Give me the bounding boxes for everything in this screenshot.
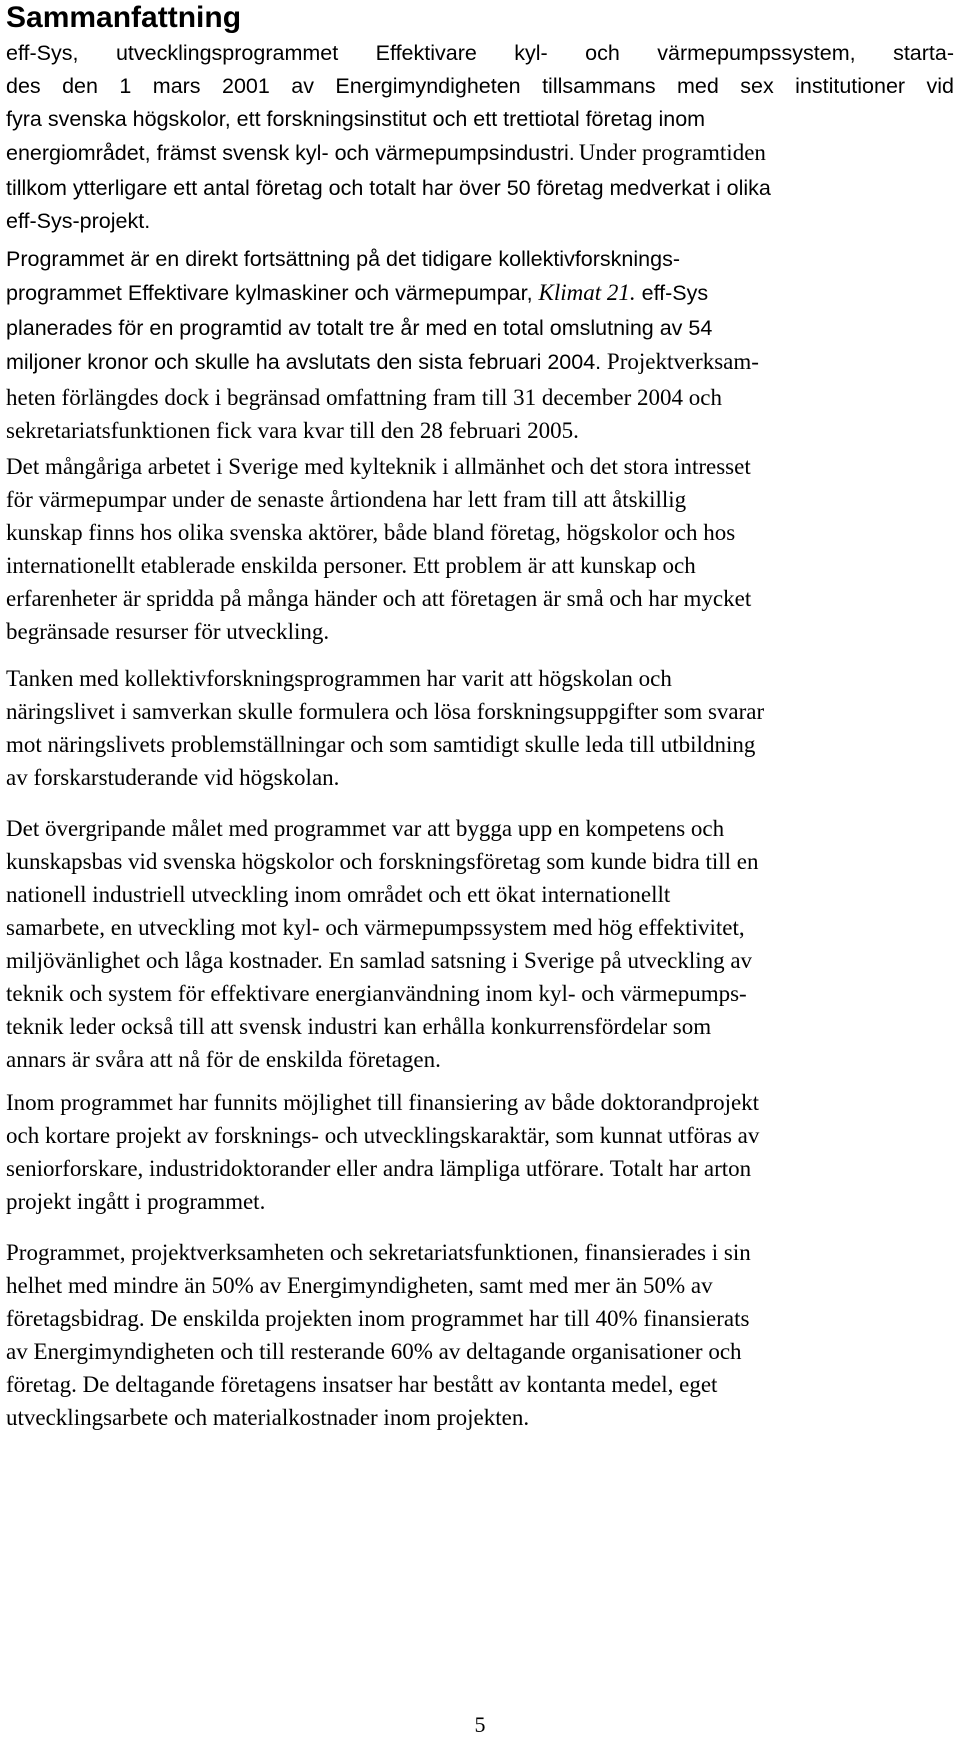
paragraph-line: seniorforskare, industridoktorander eller andra lämpliga utförare. Totalt har arton: [6, 1156, 752, 1181]
paragraph-line: helhet med mindre än 50% av Energimyndigheten, samt med mer än 50% av: [6, 1273, 713, 1298]
paragraph-line: kunskap finns hos olika svenska aktörer, både bland företag, högskolor och hos: [6, 520, 736, 545]
paragraph-line: Inom programmet har funnits möjlighet till finansiering av både doktorandprojekt: [6, 1090, 760, 1115]
paragraph-line: företagsbidrag. De enskilda projekten inom programmet har till 40% finansierats: [6, 1306, 750, 1331]
paragraph-line: företag. De deltagande företagens insatser har bestått av kontanta medel, eget: [6, 1372, 718, 1397]
paragraph-line: utvecklingsarbete och materialkostnader inom projekten.: [6, 1405, 530, 1430]
paragraph-line: Programmet, projektverksamheten och sekretariatsfunktionen, finansierades i sin: [6, 1240, 751, 1265]
paragraph-line: tillkom ytterligare ett antal företag och totalt har över 50 företag medverkat i olika: [6, 176, 771, 200]
paragraph-line: samarbete, en utveckling mot kyl- och värmepumpssystem med hög effektivitet,: [6, 915, 745, 940]
paragraph-line: Det övergripande målet med programmet var att bygga upp en kompetens och: [6, 816, 725, 841]
paragraph-line: miljövänlighet och låga kostnader. En samlad satsning i Sverige på utveckling av: [6, 948, 753, 973]
paragraph-line: heten förlängdes dock i begränsad omfattning fram till 31 december 2004 och: [6, 385, 722, 410]
paragraph-line: eff-Sys, utvecklingsprogrammet Effektivare kyl- och värmepumpssystem, starta-: [6, 41, 954, 65]
paragraph-3: [6, 450, 954, 648]
paragraph-line: planerades för en programtid av totalt tre år med en total omslutning av 54: [6, 316, 713, 340]
paragraph-line: teknik och system för effektivare energianvändning inom kyl- och värmepumps-: [6, 981, 747, 1006]
paragraph-line: projekt ingått i programmet.: [6, 1189, 266, 1214]
page-title: Sammanfattning: [6, 1, 242, 34]
paragraph-line: Det mångåriga arbetet i Sverige med kylteknik i allmänhet och det stora intresset: [6, 454, 751, 479]
paragraph-line: eff-Sys-projekt.: [6, 209, 151, 233]
paragraph-line: näringslivet i samverkan skulle formulera och lösa forskningsuppgifter som svarar: [6, 699, 765, 724]
page-number: 5: [474, 1712, 486, 1737]
paragraph-line-tail: Projektverksam-: [601, 349, 759, 374]
paragraph-line: Tanken med kollektivforskningsprogrammen har varit att högskolan och: [6, 666, 672, 691]
paragraph-line: teknik leder också till att svensk industri kan erhålla konkurrensfördelar som: [6, 1014, 712, 1039]
paragraph-2: [6, 243, 954, 447]
paragraph-line: annars är svåra att nå för de enskilda företagen.: [6, 1047, 441, 1072]
paragraph-5: [6, 812, 954, 1076]
paragraph-6: [6, 1086, 954, 1218]
paragraph-line: och kortare projekt av forsknings- och utvecklingskaraktär, som kunnat utföras av: [6, 1123, 760, 1148]
paragraph-line-tail: eff-Sys: [635, 281, 709, 305]
paragraph-line: kunskapsbas vid svenska högskolor och forskningsföretag som kunde bidra till en: [6, 849, 759, 874]
document-page: [6, 0, 954, 1430]
paragraph-line: energiområdet, främst svensk kyl- och värmepumpsindustri.: [6, 141, 575, 165]
paragraph-line: Programmet är en direkt fortsättning på det tidigare kollektivforsknings-: [6, 247, 680, 271]
paragraph-7: [6, 1236, 954, 1434]
paragraph-line: des den 1 mars 2001 av Energimyndigheten tillsammans med sex institutioner vid: [6, 74, 954, 98]
paragraph-1: [6, 37, 954, 238]
paragraph-line: miljoner kronor och skulle ha avslutats den sista februari 2004.: [6, 350, 602, 374]
paragraph-line: för värmepumpar under de senaste årtiondena har lett fram till att åtskillig: [6, 487, 687, 512]
paragraph-4: [6, 662, 954, 794]
paragraph-line: mot näringslivets problemställningar och som samtidigt skulle leda till utbildning: [6, 732, 756, 757]
paragraph-line: erfarenheter är spridda på många händer och att företagen är små och har mycket: [6, 586, 752, 611]
paragraph-line: sekretariatsfunktionen fick vara kvar till den 28 februari 2005.: [6, 418, 579, 443]
paragraph-line-tail: Under programtiden: [578, 140, 766, 165]
program-name-italic: Klimat 21.: [538, 280, 636, 305]
paragraph-line: internationellt etablerade enskilda personer. Ett problem är att kunskap och: [6, 553, 696, 578]
paragraph-line: av Energimyndigheten och till resterande 60% av deltagande organisationer och: [6, 1339, 742, 1364]
paragraph-line: programmet Effektivare kylmaskiner och värmepumpar,: [6, 281, 539, 305]
paragraph-line: av forskarstuderande vid högskolan.: [6, 765, 340, 790]
paragraph-line: fyra svenska högskolor, ett forskningsinstitut och ett trettiotal företag inom: [6, 107, 706, 131]
paragraph-line: nationell industriell utveckling inom området och ett ökat internationellt: [6, 882, 671, 907]
paragraph-line: begränsade resurser för utveckling.: [6, 619, 330, 644]
